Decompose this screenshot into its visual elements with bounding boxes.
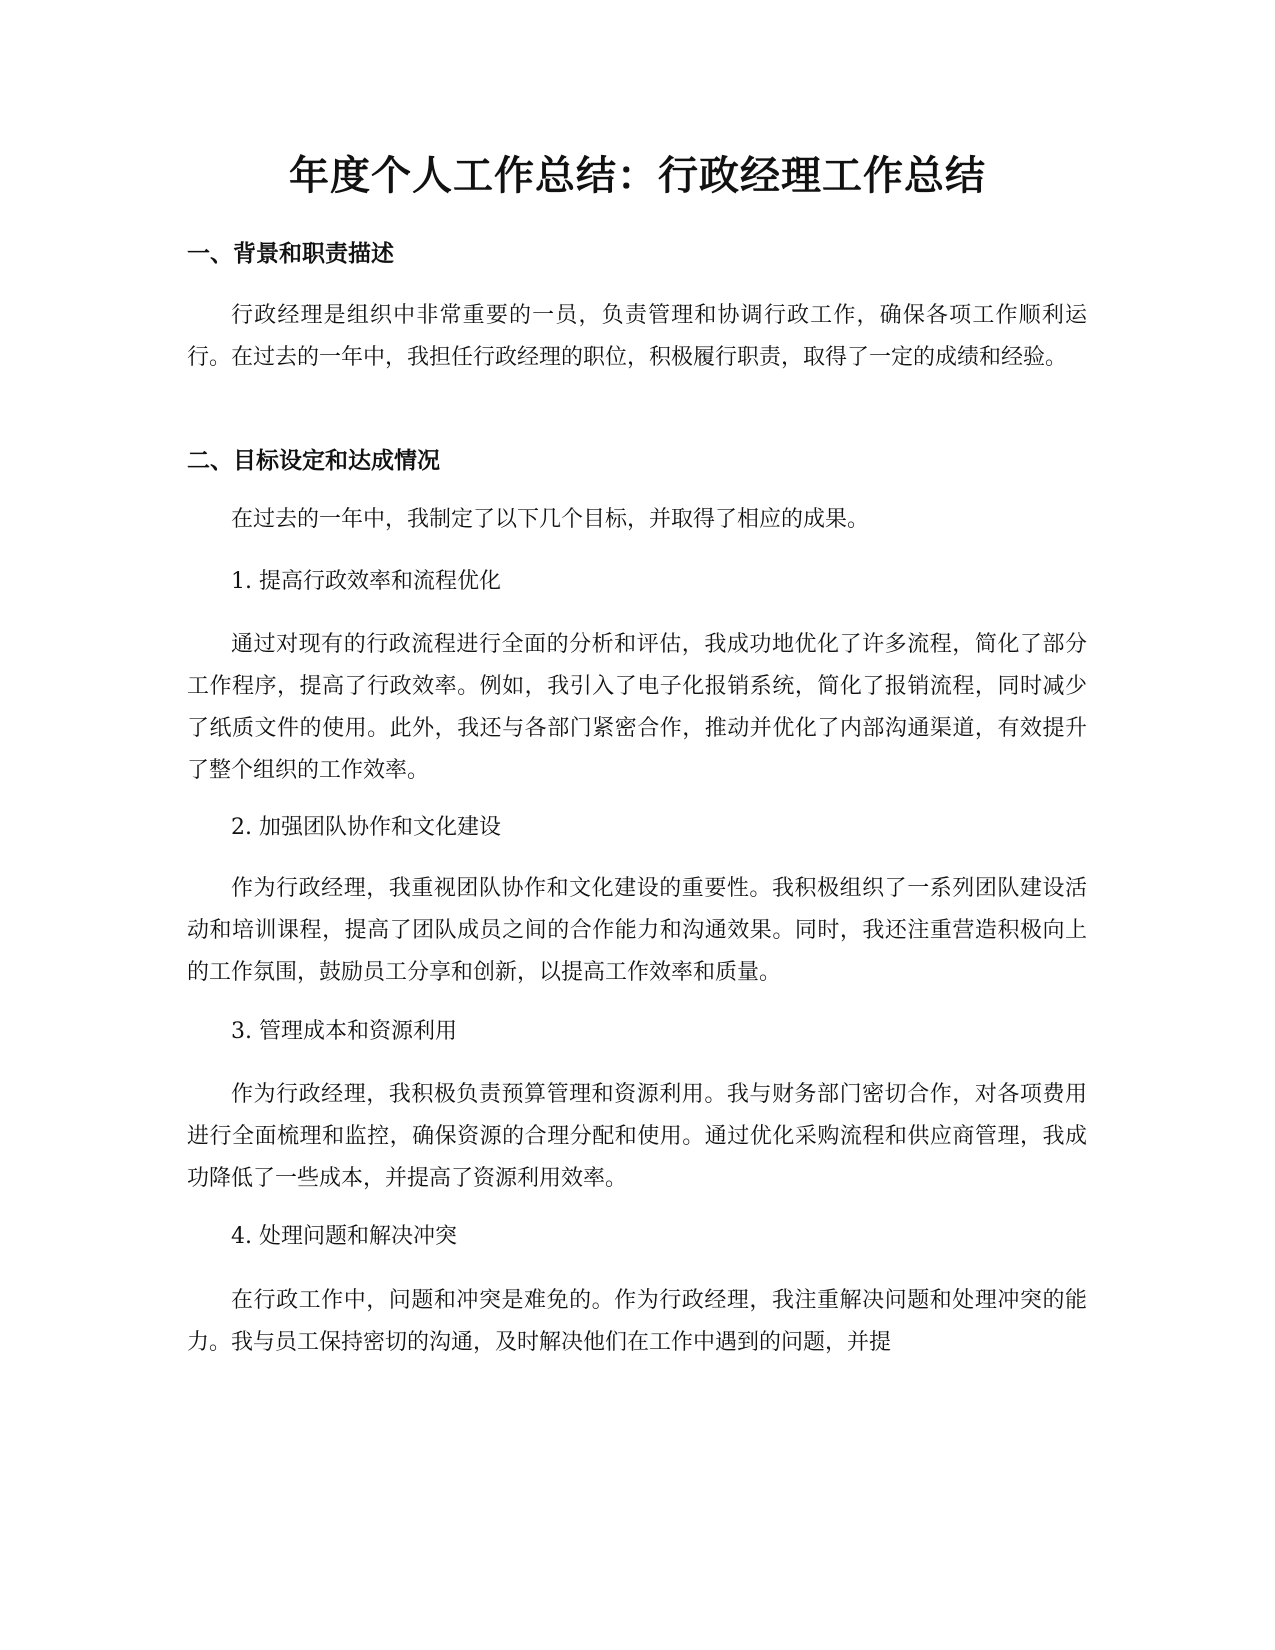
goal-2-body: 作为行政经理，我重视团队协作和文化建设的重要性。我积极组织了一系列团队建设活动和培训课程，提高了团队成员之间的合作能力和沟通效果。同时，我还注重营造积极向上的工作氛围，鼓励员工分享和创新，以提高工作效率和质量。: [187, 876, 1087, 985]
section-1-paragraph: 行政经理是组织中非常重要的一员，负责管理和协调行政工作，确保各项工作顺利运行。在过去的一年中，我担任行政经理的职位，积极履行职责，取得了一定的成绩和经验。: [187, 303, 1087, 370]
goal-1-body: 通过对现有的行政流程进行全面的分析和评估，我成功地优化了许多流程，简化了部分工作程序，提高了行政效率。例如，我引入了电子化报销系统，简化了报销流程，同时减少了纸质文件的使用。此外，我还与各部门紧密合作，推动并优化了内部沟通渠道，有效提升了整个组织的工作效率。: [187, 632, 1087, 783]
section-1-heading: 一、背景和职责描述: [187, 241, 394, 267]
goal-4-title: 4. 处理问题和解决冲突: [231, 1224, 457, 1249]
goal-3-title: 3. 管理成本和资源利用: [231, 1019, 457, 1044]
goal-2-title: 2. 加强团队协作和文化建设: [231, 815, 501, 840]
goal-4-body: 在行政工作中，问题和冲突是难免的。作为行政经理，我注重解决问题和处理冲突的能力。我与员工保持密切的沟通，及时解决他们在工作中遇到的问题，并提: [187, 1288, 1087, 1355]
section-2-heading: 二、目标设定和达成情况: [187, 448, 440, 474]
section-2-intro: 在过去的一年中，我制定了以下几个目标，并取得了相应的成果。: [231, 507, 870, 532]
document-title: 年度个人工作总结：行政经理工作总结: [289, 153, 986, 199]
goal-3-body: 作为行政经理，我积极负责预算管理和资源利用。我与财务部门密切合作，对各项费用进行全面梳理和监控，确保资源的合理分配和使用。通过优化采购流程和供应商管理，我成功降低了一些成本，并提高了资源利用效率。: [187, 1082, 1087, 1191]
goal-1-title: 1. 提高行政效率和流程优化: [231, 569, 501, 594]
